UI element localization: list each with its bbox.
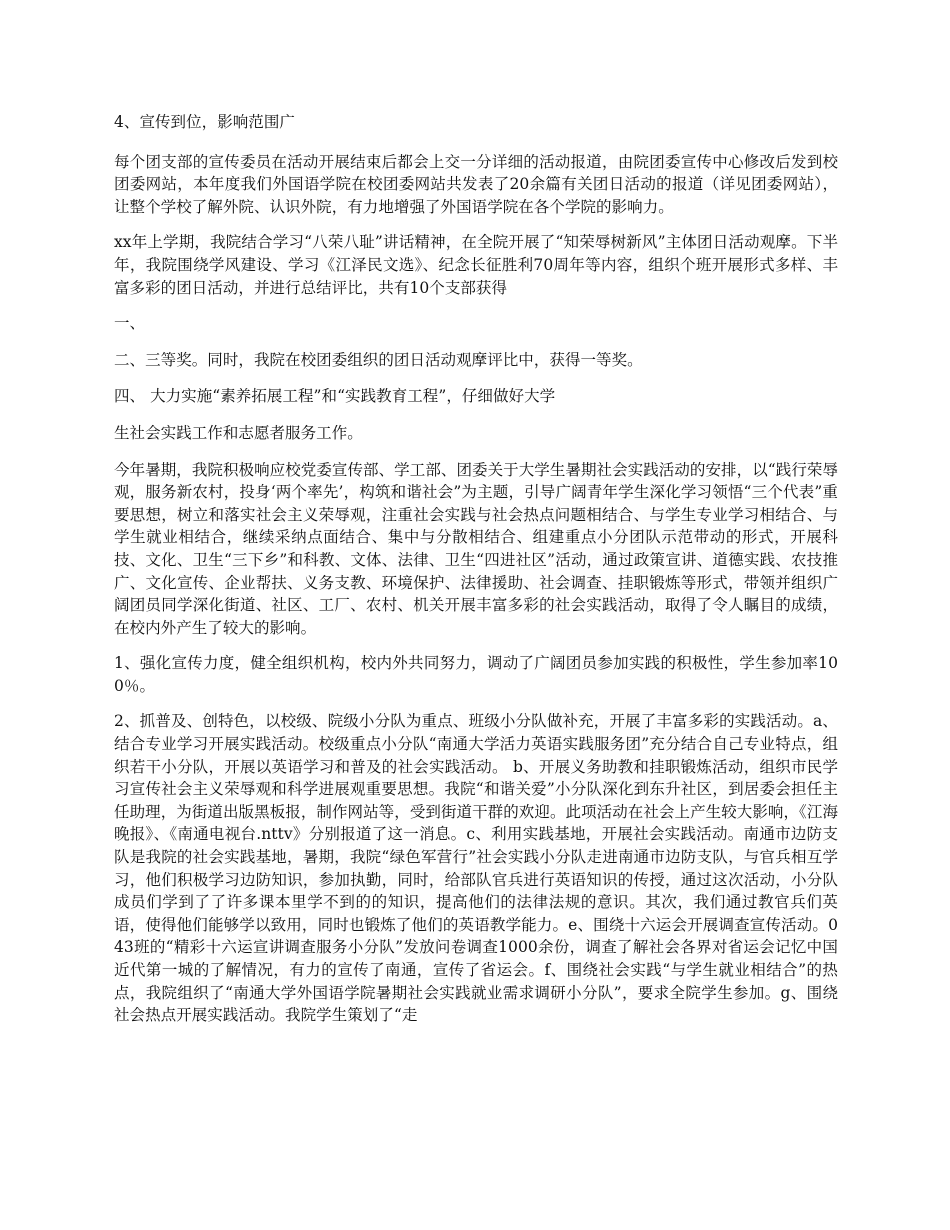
paragraph-second-third-prize: 二、三等奖。同时，我院在校团委组织的团日活动观摩评比中，获得一等奖。 [114,350,643,369]
paragraph-practice-details: 2、抓普及、创特色，以校级、院级小分队为重点、班级小分队做补充，开展了丰富多彩的实践活动。a、结合专业学习开展实践活动。校级重点小分队“南通大学活力英语实践服务团”充分结合自己专业特点，组织若干小分队，开展以英语学习和普及的社会实践活动。 b、开展义务助教和挂职锻炼活动，组织市民学习宣传社会主义荣辱观和科学进展观重要思想。我院“和谐关爱”小分队深化到东升社区，到居委会担任主任助理，为街道出版黑板报，制作网站等，受到街道干群的欢迎。此项活动在社会上产生较大影响，《江海晚报》、《南通电视台.nttv》分别报道了这一消息。c、利用实践基地，开展社会实践活动。南通市边防支队是我院的社会实践基地，暑期，我院“绿色军营行”社会实践小分队走进南通市边防支队，与官兵相互学习，他们积极学习边防知识，参加执勤，同时，给部队官兵进行英语知识的传授，通过这次活动，小分队成员们学到了了许多课本里学不到的的知识，提高他们的法律法规的意识。其次，我们通过教官兵们英语，使得他们能够学以致用，同时也锻炼了他们的英语教学能力。e、围绕十六运会开展调查宣传活动。043班的“精彩十六运宣讲调查服务小分队”发放问卷调查1000余份，调查了解社会各界对省运会记忆中国近代第一城的了解情况，有力的宣传了南通，宣传了省运会。f、围绕社会实践“与学生就业相结合”的热点，我院组织了“南通大学外国语学院暑期社会实践就业需求调研小分队”，要求全院学生参加。g、围绕社会热点开展实践活动。我院学生策划了“走 [114,712,838,1025]
paragraph-summer-practice: 今年暑期，我院积极响应校党委宣传部、学工部、团委关于大学生暑期社会实践活动的安排，以“践行荣辱观，服务新农村，投身‘两个率先’，构筑和谐社会”为主题，引导广阔青年学生深化学习领悟“三个代表”重要思想，树立和落实社会主义荣辱观，注重社会实践与社会热点问题相结合、与学生专业学习相结合、与学生就业相结合，继续采纳点面结合、集中与分散相结合、组建重点小分团队示范带动的形式，开展科技、文化、卫生“三下乡”和科教、文体、法律、卫生“四进社区”活动，通过政策宣讲、道德实践、农技推广、文化宣传、企业帮扶、义务支教、环境保护、法律援助、社会调查、挂职锻炼等形式，带领并组织广阔团员同学深化街道、社区、工厂、农村、机关开展丰富多彩的社会实践活动，取得了令人瞩目的成绩，在校内外产生了较大的影响。 [114,460,838,637]
section-heading-publicity: 4、宣传到位，影响范围广 [114,113,295,131]
paragraph-publicity-reports: 每个团支部的宣传委员在活动开展结束后都会上交一分详细的活动报道，由院团委宣传中心修改后发到校团委网站，本年度我们外国语学院在校团委网站共发表了20余篇有关团日活动的报道（详见团委网站），让整个学校了解外院、认识外院，有力地增强了外国语学院在各个学院的影响力。 [114,152,838,216]
paragraph-publicity-strength: 1、强化宣传力度，健全组织机构，校内外共同努力，调动了广阔团员参加实践的积极性，学生参加率100％。 [114,654,838,695]
paragraph-first-prize: 一、 [114,314,146,333]
paragraph-theme-activities: xx年上学期，我院结合学习“八荣八耻”讲话精神，在全院开展了“知荣辱树新风”主体团日活动观摩。下半年，我院围绕学风建设、学习《江泽民文选》、纪念长征胜利70周年等内容，组织个班开展形式多样、丰富多彩的团日活动，并进行总结评比，共有10个支部获得 [114,233,838,297]
section-heading-social-practice: 四、 大力实施“素养拓展工程”和“实践教育工程”，仔细做好大学 [114,387,556,406]
section-heading-social-practice-continued: 生社会实践工作和志愿者服务工作。 [114,423,363,442]
